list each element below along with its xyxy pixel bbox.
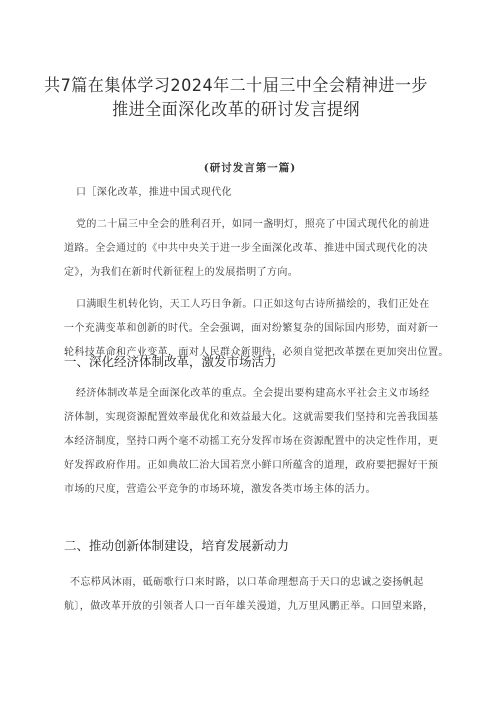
paragraph-3-line-2: 济体制，实现资源配置效率最优化和效益最大化。这就需要我们坚持和完善我国基 xyxy=(64,412,439,423)
paragraph-2-line-1: 口满眼生机转化钧，天工人巧日争新。口正如这句古诗所描绘的，我们正处在 xyxy=(76,299,430,310)
paragraph-1-line-3: 定》，为我们在新时代新征程上的发展指明了方向。 xyxy=(64,267,299,278)
document-title-line-1: 共7篇在集体学习2024年二十届三中全会精神进一步 xyxy=(44,76,428,96)
paragraph-4-line-2: 航〕，做改革开放的引领者人口一百年雄关漫道，九万里风鹏正举。口回望来路， xyxy=(64,601,434,612)
paragraph-3-line-3: 本经济制度，坚持口两个毫不动摇工充分发挥市场在资源配置中的决定性作用，更 xyxy=(64,436,439,447)
document-subtitle: (研讨发言第一篇) xyxy=(203,162,297,174)
section-1-heading: 一、深化经济体制改革，激发市场活力 xyxy=(64,354,277,369)
paragraph-3-line-5: 市场的尺度，营造公平竞争的市场环境，激发各类市场主体的活力。 xyxy=(64,484,376,495)
intro-heading: 口［深化改革，推进中国式现代化 xyxy=(76,187,232,198)
paragraph-3-line-4: 好发挥政府作用。正如典故匚治大国若烹小鲜口所蕴含的道理，政府要把握好干预 xyxy=(64,460,439,471)
paragraph-3-line-1: 经济体制改革是全面深化改革的重点。全会提出要构建高水平社会主义市场经 xyxy=(76,388,430,399)
paragraph-2-line-2: 一个充满变革和创新的时代。全会强调，面对纷繁复杂的国际国内形势，面对新一 xyxy=(64,323,439,334)
paragraph-1-line-1: 党的二十届三中全会的胜利召开，如同一盏明灯，照亮了中国式现代化的前进 xyxy=(76,219,430,230)
document-title-line-2: 推进全面深化改革的研讨发言提纲 xyxy=(112,100,360,120)
section-2-heading: 二、推动创新体制建设，培育发展新动力 xyxy=(64,538,290,553)
paragraph-4-line-1: 不忘栉风沐雨，砥砺歌行口来时路，以口革命理想高于天口的忠诚之姿扬帆起 xyxy=(70,577,424,588)
paragraph-2-line-3: 轮科技革命和产业变革，面对人民群众新期待，必须自觉把改革摆在更加突出位置。 xyxy=(64,347,449,358)
paragraph-1-line-2: 道路。全会通过的《中共中央关于进一步全面深化改革、推进中国式现代化的决 xyxy=(64,243,428,254)
